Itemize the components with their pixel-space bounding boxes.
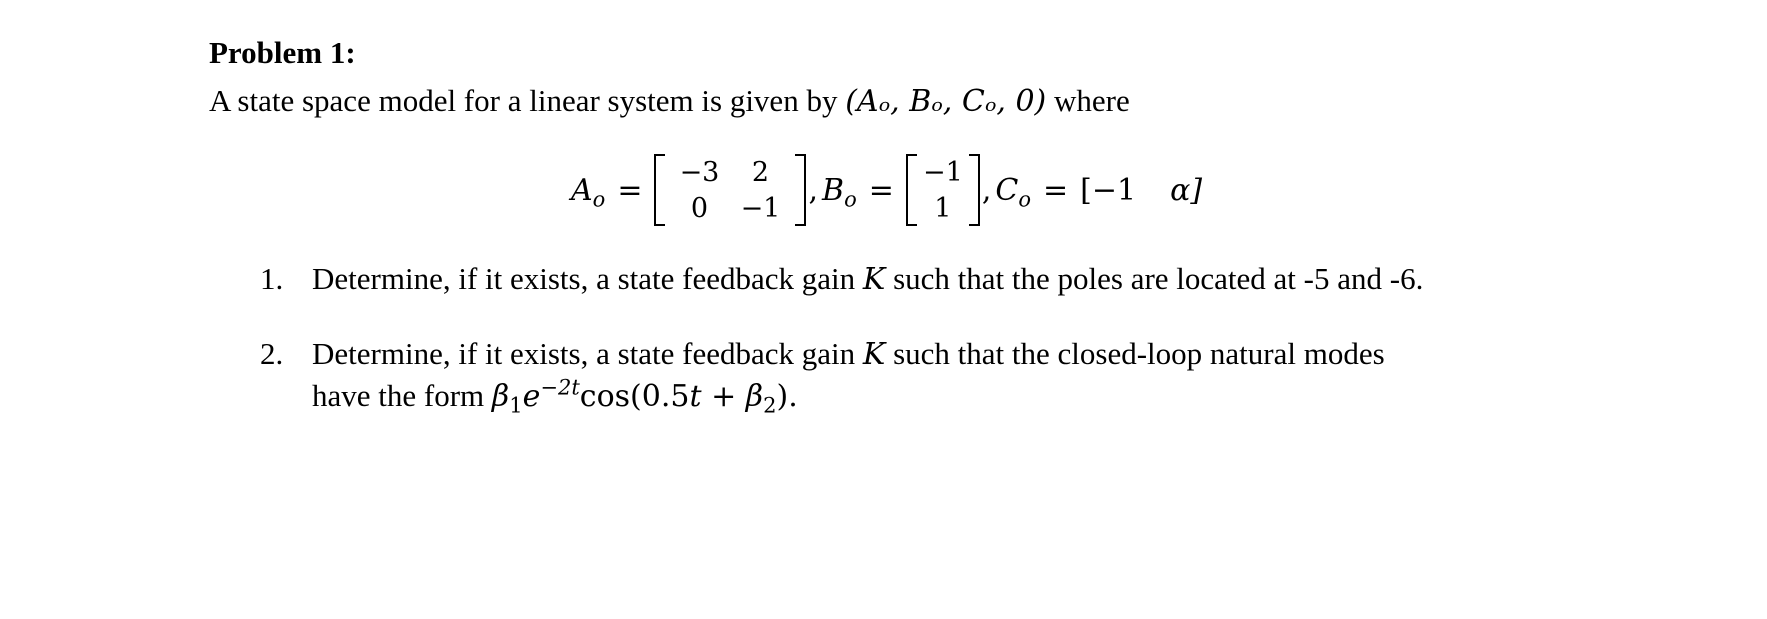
left-bracket xyxy=(906,154,917,226)
matrix-cell: 2 xyxy=(751,156,770,188)
problem-intro xyxy=(209,81,1130,122)
intro-tuple: (Aₒ, Bₒ, Cₒ, 0) xyxy=(845,84,1047,119)
comma: , xyxy=(808,172,819,208)
a-label: $A_o$ xyxy=(571,172,606,211)
b-matrix xyxy=(906,154,980,226)
list-text: Determine, if it exists, a state feedback gain K such that the poles are located at -5 and -6. xyxy=(312,261,1424,297)
matrix-cell: 0 xyxy=(690,192,709,224)
list-number: 2. xyxy=(260,336,284,371)
list-text-line-2: have the form $\beta_1e^{-2t}\cos(0.5t + \beta_2)$. xyxy=(312,375,798,418)
c-label: $C_o$ xyxy=(995,172,1032,211)
c-row-vector xyxy=(1080,173,1202,208)
a-matrix xyxy=(654,154,806,226)
row-vector-cell: α] xyxy=(1170,172,1203,208)
list-text: Determine, if it exists, a state feedback gain K such that the closed-loop natural modes xyxy=(312,336,1385,372)
right-bracket xyxy=(969,154,980,226)
row-vector-cell: [−1 xyxy=(1080,172,1137,208)
matrix-cell: −1 xyxy=(922,156,963,188)
equals-sign: = xyxy=(1043,172,1069,208)
problem-title: Problem 1: xyxy=(209,35,356,70)
left-bracket xyxy=(654,154,665,226)
comma: , xyxy=(981,172,992,208)
intro-text: A state space model for a linear system is given by xyxy=(209,83,838,118)
equals-sign: = xyxy=(868,172,894,208)
b-label: $B_o$ xyxy=(822,172,857,211)
right-bracket xyxy=(795,154,806,226)
matrix-cell: 1 xyxy=(934,192,952,224)
matrix-cell: −3 xyxy=(679,156,720,188)
intro-where: where xyxy=(1054,83,1130,118)
equals-sign: = xyxy=(617,172,643,208)
mode-expression: $\beta_1e^{-2t}\cos(0.5t + \beta_2)$. xyxy=(491,375,798,418)
system-matrices-equation xyxy=(571,150,1202,230)
matrix-cell: −1 xyxy=(740,192,781,224)
list-number: 1. xyxy=(260,261,284,296)
